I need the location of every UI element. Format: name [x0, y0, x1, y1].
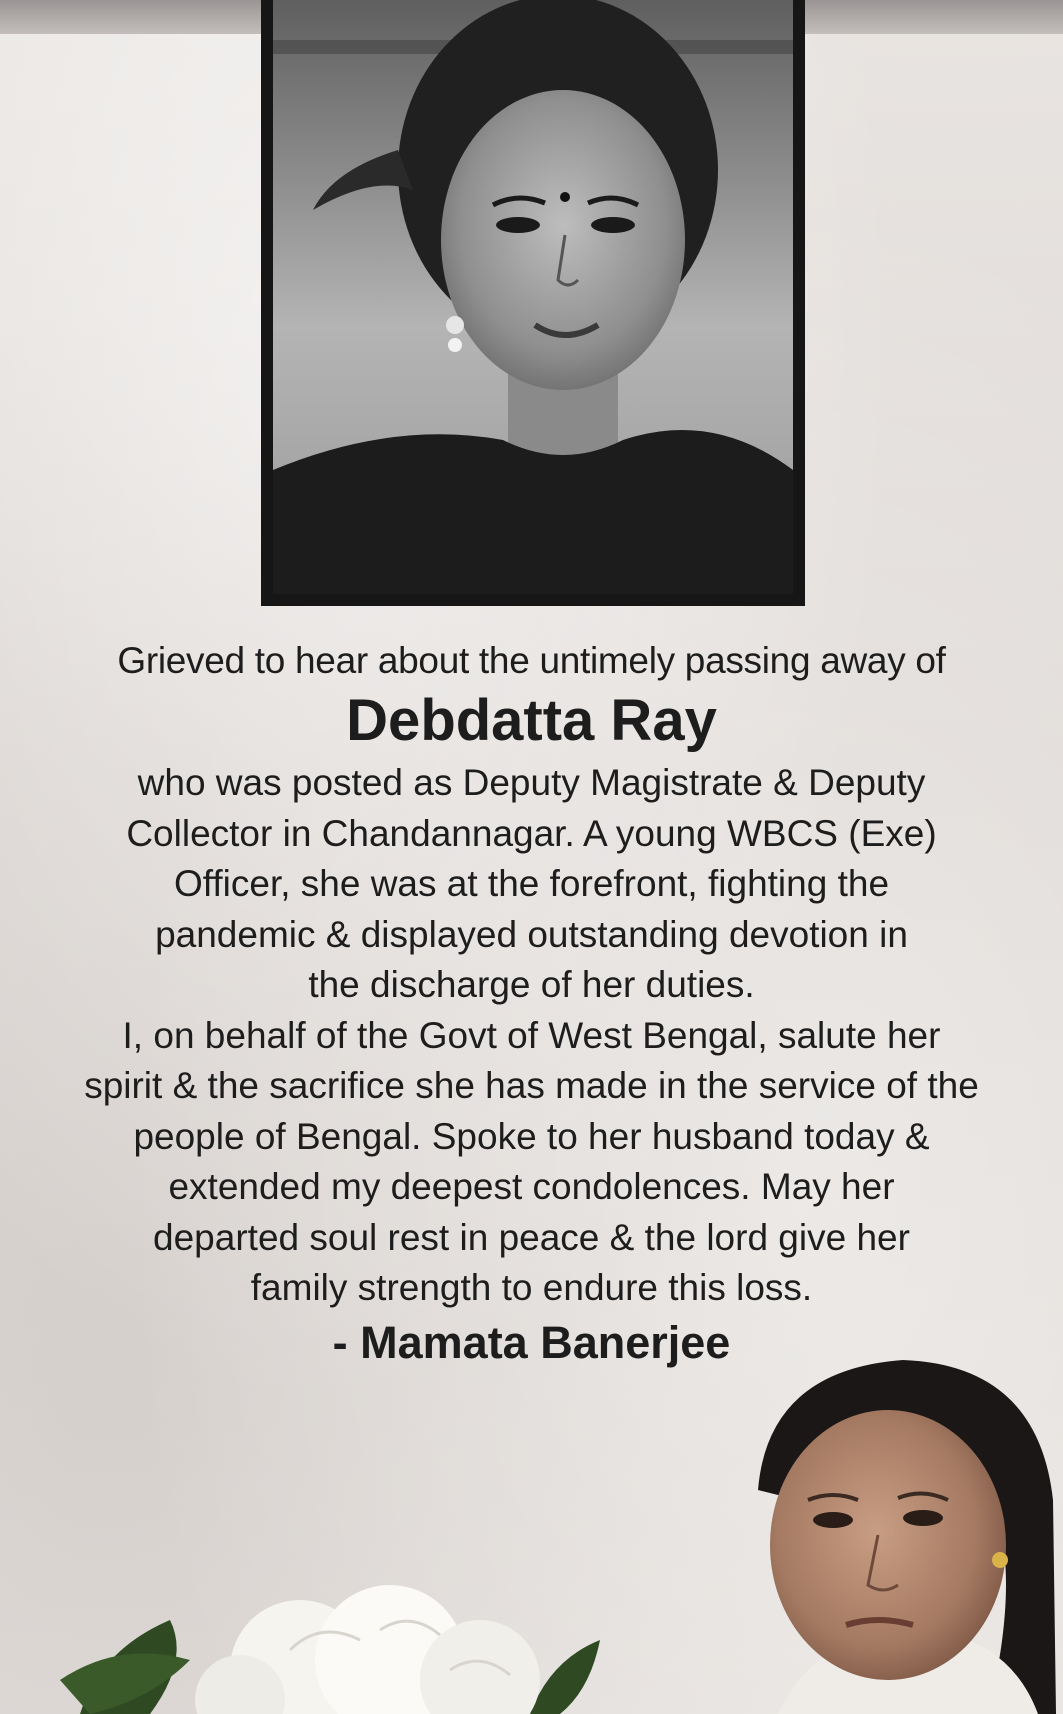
tribute-line: I, on behalf of the Govt of West Bengal, salute her: [122, 1014, 941, 1056]
tribute-line: the discharge of her duties.: [308, 964, 755, 1005]
tribute-line: who was posted as Deputy Magistrate & Deputy: [137, 762, 926, 803]
tribute-text: [20, 636, 1043, 1372]
tribute-line: Officer, she was at the forefront, fighting the: [173, 863, 890, 904]
tribute-intro: Grieved to hear about the untimely passing away of: [117, 640, 946, 681]
signatory-illustration: [738, 1350, 1063, 1714]
flower-decoration: [60, 1560, 620, 1714]
memorial-photo-frame: [261, 0, 805, 606]
tribute-line: spirit & the sacrifice she has made in the service of the: [84, 1065, 979, 1106]
memorial-photo: [273, 0, 793, 594]
signature: - Mamata Banerjee: [332, 1316, 731, 1368]
flower-illustration: [60, 1560, 620, 1714]
signatory-portrait: [738, 1350, 1063, 1714]
tribute-line: extended my deepest condolences. May her: [168, 1166, 895, 1207]
portrait-illustration: [273, 0, 793, 594]
deceased-name: Debdatta Ray: [346, 688, 717, 753]
tribute-line: people of Bengal. Spoke to her husband today &: [133, 1115, 930, 1157]
tribute-line: pandemic & displayed outstanding devotion in: [155, 913, 908, 955]
tribute-line: Collector in Chandannagar. A young WBCS (Exe): [126, 812, 937, 854]
tribute-line: departed soul rest in peace & the lord give her: [153, 1216, 910, 1258]
tribute-line: family strength to endure this loss.: [250, 1267, 813, 1308]
